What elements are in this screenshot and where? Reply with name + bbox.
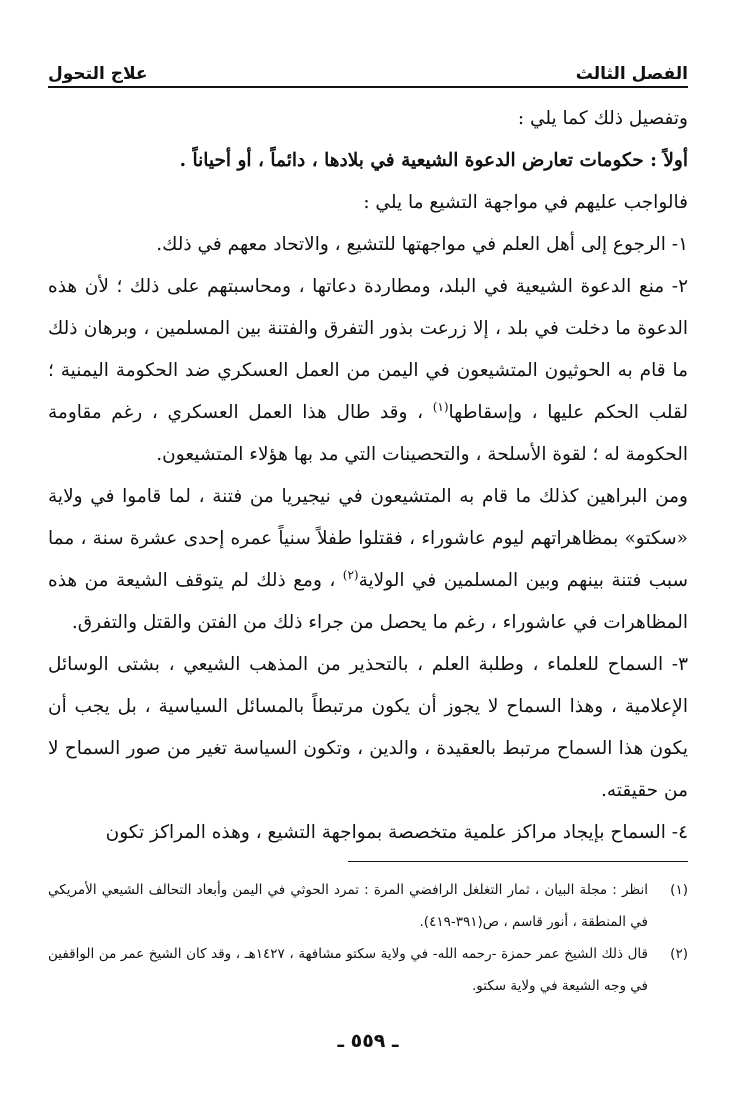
point-2 [48, 266, 688, 476]
point-1: ١- الرجوع إلى أهل العلم في مواجهتها للتشيع ، والاتحاد معهم في ذلك. [156, 234, 688, 255]
point-4: ٤- السماح بإيجاد مراكز علمية متخصصة بمواجهة التشيع ، وهذه المراكز تكون [105, 822, 688, 843]
point-2-text-b: ، وقد طال هذا العمل العسكري ، رغم مقاومة الحكومة له ؛ لقوة الأسلحة ، والتحصينات التي مد بها هؤلاء المتشيعون. [48, 402, 688, 465]
footnote-number: (١) [670, 882, 688, 898]
footnote-2 [48, 938, 688, 1002]
footnotes [48, 874, 688, 1002]
footnote-1 [48, 874, 688, 938]
footnote-text: قال ذلك الشيخ عمر حمزة -رحمه الله- في ولاية سكتو مشافهة ، ١٤٢٧هـ ، وقد كان الشيخ عمر من الواقفين في وجه الشيعة في ولاية سكتو. [48, 946, 648, 994]
section-heading: أولاً : حكومات تعارض الدعوة الشيعية في بلادها ، دائماً ، أو أحياناً . [179, 150, 688, 171]
footnote-ref-1[interactable]: (١) [432, 399, 449, 414]
chapter-title: الفصل الثالث [575, 64, 688, 84]
section-title: علاج التحول [48, 64, 148, 84]
point-3: ٣- السماح للعلماء ، وطلبة العلم ، بالتحذير من المذهب الشيعي ، بشتى الوسائل الإعلامية ، وهذا السماح لا يجوز أن يكون مرتبطاً بالمسائل السياسية ، بل يجب أن يكون هذا السماح مرتبط بالعقيدة ، والدين ، وتكون السياسة تغير من صور السماح لا من حقيقته. [48, 654, 688, 801]
running-header [48, 44, 688, 84]
page-number: ـ ٥٥٩ ـ [337, 1030, 399, 1052]
duties-intro: فالواجب عليهم في مواجهة التشيع ما يلي : [363, 192, 688, 213]
main-text [48, 98, 688, 854]
nigeria-paragraph [48, 476, 688, 644]
intro-line: وتفصيل ذلك كما يلي : [517, 108, 688, 129]
header-rule [48, 86, 688, 88]
footnote-number: (٢) [670, 946, 688, 962]
footnote-ref-2[interactable]: (٢) [342, 567, 359, 582]
nigeria-text-a: ومن البراهين كذلك ما قام به المتشيعون في نيجيريا من فتنة ، لما قاموا في ولاية «سكتو» بمظاهراتهم ليوم عاشوراء ، فقتلوا طفلاً سنياً عمره إحدى عشرة سنة ، مما سبب فتنة بينهم وبين المسلمين في الولاية [48, 486, 688, 591]
footnote-rule [348, 861, 688, 862]
point-2-text-a: ٢- منع الدعوة الشيعية في البلد، ومطاردة دعاتها ، ومحاسبتهم على ذلك ؛ لأن هذه الدعوة ما دخلت في بلد ، إلا زرعت بذور التفرق والفتنة بين المسلمين ، وبرهان ذلك ما قام به الحوثيون المتشيعون في اليمن من العمل العسكري ضد الحكومة اليمنية ؛ لقلب الحكم عليها ، وإسقاطها [48, 276, 688, 423]
nigeria-text-b: ، ومع ذلك لم يتوقف الشيعة من هذه المظاهرات في عاشوراء ، رغم ما يحصل من جراء ذلك من الفتن والقتل والتفرق. [48, 570, 688, 633]
footnote-text: انظر : مجلة البيان ، ثمار التغلغل الرافضي المرة : تمرد الحوثي في اليمن وأبعاد التحالف الشيعي الأمريكي في المنطقة ، أنور قاسم ، ص(٣٩١-٤١٩). [48, 882, 648, 930]
